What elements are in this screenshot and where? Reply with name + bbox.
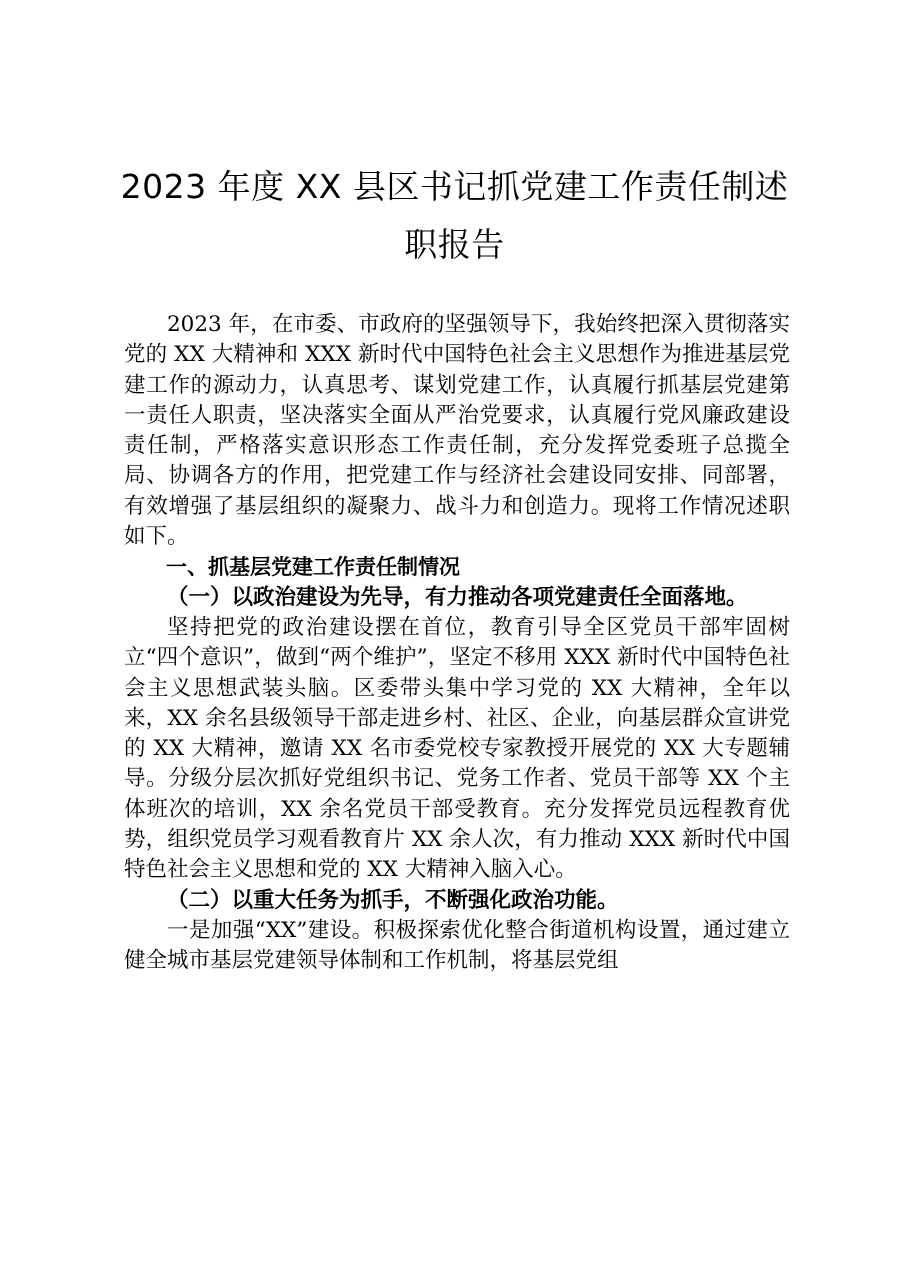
section-heading-1: 一、抓基层党建工作责任制情况 xyxy=(166,555,460,580)
intro-paragraph: 2023 年，在市委、市政府的坚强领导下，我始终把深入贯彻落实党的 XX 大精神和 XXX 新时代中国特色社会主义思想作为推进基层党建工作的源动力，认真思考、谋划党建工作，认真履行抓基层党建第一责任人职责，坚决落实全面从严治党要求，认真履行党风廉政建设责任制，严格落实意识形态工作责任制，充分发挥党委班子总揽全局、协调各方的作用，把党建工作与经济社会建设同安排、同部署，有效增强了基层组织的凝聚力、战斗力和创造力。现将工作情况述职如下。 xyxy=(124,312,790,550)
document-title xyxy=(120,158,789,274)
title-line-2: 职报告 xyxy=(404,225,505,264)
document-body xyxy=(124,310,790,977)
title-line-1: 2023 年度 XX 县区书记抓党建工作责任制述 xyxy=(120,167,789,206)
body-paragraph-xx-building: 一是加强“XX”建设。积极探索优化整合街道机构设置，通过建立健全城市基层党建领导体制和工作机制，将基层党组 xyxy=(124,917,790,974)
subsection-heading-2: （二）以重大任务为抓手，不断强化政治功能。 xyxy=(167,887,619,913)
subsection-heading-1: （一）以政治建设为先导，有力推动各项党建责任全面落地。 xyxy=(167,584,748,610)
body-paragraph-political-building: 坚持把党的政治建设摆在首位，教育引导全区党员干部牢固树立“四个意识”，做到“两个维护”，坚定不移用 XXX 新时代中国特色社会主义思想武装头脑。区委带头集中学习党的 XX 大精神，全年以来，XX 余名县级领导干部走进乡村、社区、企业，向基层群众宣讲党的 XX 大精神，邀请 XX 名市委党校专家教授开展党的 XX 大专题辅导。分级分层次抓好党组织书记、党务工作者、党员干部等 XX 个主体班次的培训，XX 余名党员干部受教育。充分发挥党员远程教育优势，组织党员学习观看教育片 XX 余人次，有力推动 XXX 新时代中国特色社会主义思想和党的 XX 大精神入脑入心。 xyxy=(124,614,790,883)
